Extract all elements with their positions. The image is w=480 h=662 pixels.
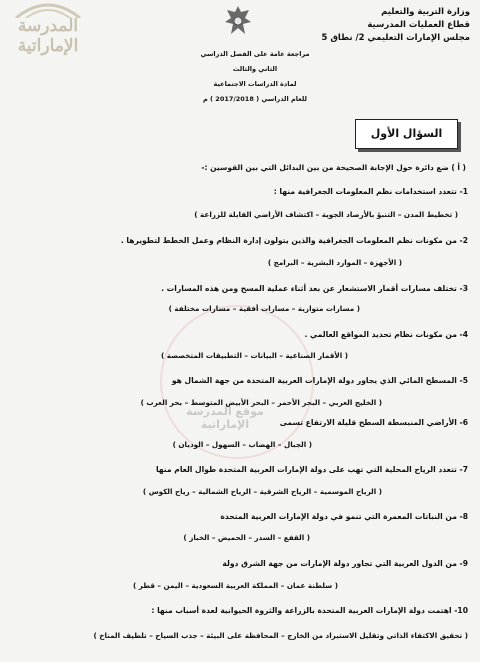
question-title: السؤال الأول — [355, 119, 458, 149]
answer-choices-5: ( الخليج العربي – البحر الأحمر – البحر الأبيض المتوسط – بحر العرب ) — [140, 398, 382, 407]
question-10: 10- اهتمت دولة الإمارات العربية المتحدة بالزراعة والثروة الحيوانية لعدة أسباب منها : — [151, 606, 468, 615]
school-logo — [2, 0, 94, 58]
answer-choices-2: ( الأجهزة – الموارد البشرية – البرامج ) — [267, 258, 402, 267]
question-3: 3- تختلف مسارات أقمار الاستشعار عن بعد أثناء عملية المسح ومن هذه المسارات . — [161, 284, 468, 293]
answer-choices-10: ( تحقيق الاكتفاء الذاتي وتقليل الاستيراد من الخارج – المحافظة على البيئة – جذب السياح – تلطيف المناخ ) — [93, 631, 468, 640]
uae-emblem-icon — [223, 4, 253, 38]
question-5: 5- المسطح المائي الذي يجاور دولة الإمارات العربية المتحدة من جهة الشمال هو — [171, 376, 468, 385]
watermark-text: موقع المدرسة الإماراتية — [186, 405, 264, 431]
answer-choices-6: ( الجبال – الهضاب – السهول – الوديان ) — [172, 440, 312, 449]
question-7: 7- تتعدد الرياح المحلية التي تهب على دولة الإمارات العربية المتحدة طوال العام منها — [155, 465, 468, 474]
ministry-line2: قطاع العمليات المدرسية — [367, 20, 470, 30]
answer-choices-7: ( الرياح الموسمية – الرياح الشرقية – الرياح الشمالية – رياح الكوس ) — [142, 487, 382, 496]
logo-line2: الإماراتية — [17, 36, 79, 56]
question-2: 2- من مكونات نظم المعلومات الجغرافية والذين يتولون إدارة النظام وعمل الخطط لتطويرها . — [120, 236, 468, 245]
question-4: 4- من مكونات نظام تحديد المواقع العالمي . — [304, 330, 468, 339]
answer-choices-9: ( سلطنة عمان – المملكة العربية السعودية – اليمن – قطر ) — [132, 581, 338, 590]
review-line2: لمادة الدراسات الاجتماعية — [213, 80, 297, 88]
logo-line1: المدرسة — [17, 16, 79, 36]
ministry-header — [320, 6, 470, 45]
question-1: 1- تتعدد استخدامات نظم المعلومات الجغرافية منها : — [273, 187, 468, 196]
review-line3: للعام الدراسي ( 2017/2018 ) م — [203, 95, 307, 103]
review-line1: مراجعة عامة على الفصل الدراسي الثاني والثالث — [200, 50, 310, 73]
ministry-line3: مجلس الإمارات التعليمي 2/ نطاق 5 — [321, 33, 470, 43]
answer-choices-3: ( مسارات متوازية – مسارات أفقية – مسارات مختلفة ) — [168, 304, 360, 313]
review-header — [200, 47, 310, 107]
ministry-line1: وزارة التربية والتعليم — [381, 7, 470, 17]
answer-choices-8: ( القفع – السدر – الحميض – الخباز ) — [183, 533, 310, 542]
question-8: 8- من النباتات المعمرة التي تنمو في دولة الإمارات العربية المتحدة — [220, 512, 468, 521]
answer-choices-1: ( تخطيط المدن – التنبؤ بالأرصاد الجوية – اكتشاف الأراضي القابلة للزراعة ) — [194, 210, 458, 219]
question-6: 6- الأراضي المنبسطة السطح قليلة الارتفاع تسمى — [279, 418, 468, 427]
question-9: 9- من الدول العربية التي تجاور دولة الإمارات من جهة الشرق دولة — [222, 559, 468, 568]
answer-choices-4: ( الأقمار الصناعية – البيانات – التطبيقات المتخصصة ) — [160, 351, 348, 360]
section-a-instruction: ( أ ) ضع دائرة حول الإجابة الصحيحة من بين البدائل التي بين القوسين :- — [201, 163, 466, 172]
